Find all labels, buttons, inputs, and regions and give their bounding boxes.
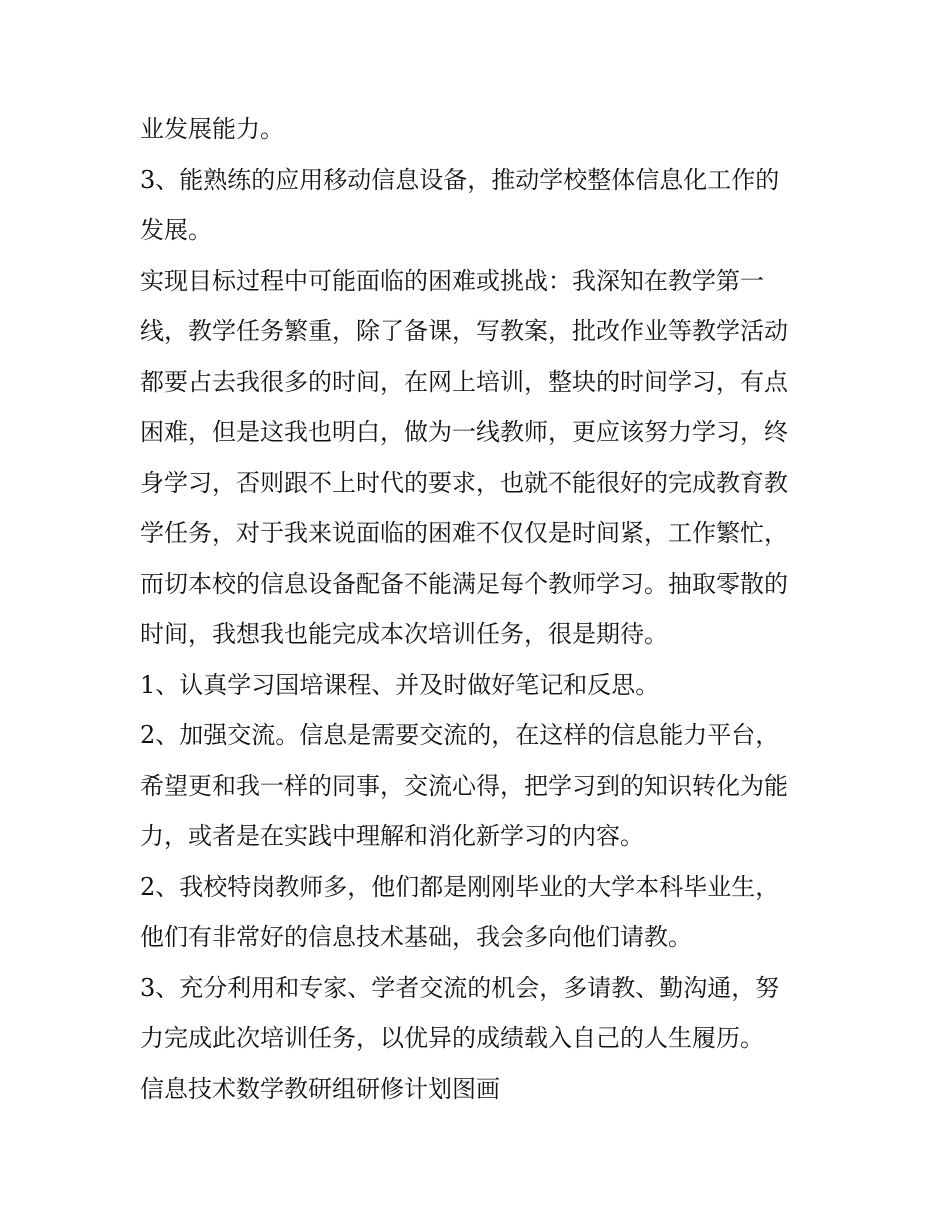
text-line: 信息技术数学教研组研修计划图画 (140, 1074, 500, 1103)
text-line: 业发展能力。 (140, 115, 284, 143)
text-line: 线，教学任务繁重，除了备课，写教案，批改作业等教学活动 (140, 317, 788, 345)
document-body (140, 104, 820, 1114)
text-line: 力完成此次培训任务，以优异的成绩载入自己的人生履历。 (140, 1024, 764, 1052)
text-line: 希望更和我一样的同事，交流心得，把学习到的知识转化为能 (140, 771, 788, 800)
text-line: 他们有非常好的信息技术基础，我会多向他们请教。 (140, 923, 692, 951)
text-line: 身学习，否则跟不上时代的要求，也就不能很好的完成教育教 (140, 468, 788, 497)
text-line: 2、我校特岗教师多，他们都是刚刚毕业的大学本科毕业生， (140, 872, 780, 901)
text-line: 2、加强交流。信息是需要交流的，在这样的信息能力平台， (140, 721, 780, 749)
text-line: 学任务，对于我来说面临的困难不仅仅是时间紧，工作繁忙， (140, 519, 788, 547)
text-line: 3、充分利用和专家、学者交流的机会，多请教、勤沟通，努 (140, 973, 780, 1002)
text-line: 而切本校的信息设备配备不能满足每个教师学习。抽取零散的 (140, 569, 788, 598)
text-line: 实现目标过程中可能面临的困难或挑战：我深知在教学第一 (140, 266, 764, 295)
text-line: 发展。 (140, 216, 212, 244)
text-line: 1、认真学习国培课程、并及时做好笔记和反思。 (140, 670, 660, 699)
text-line: 困难，但是这我也明白，做为一线教师，更应该努力学习，终 (140, 418, 788, 446)
text-line: 时间，我想我也能完成本次培训任务，很是期待。 (140, 620, 668, 648)
text-line: 力，或者是在实践中理解和消化新学习的内容。 (140, 822, 644, 850)
text-line: 都要占去我很多的时间，在网上培训，整块的时间学习，有点 (140, 367, 788, 396)
text-line: 3、能熟练的应用移动信息设备，推动学校整体信息化工作的 (140, 165, 780, 194)
